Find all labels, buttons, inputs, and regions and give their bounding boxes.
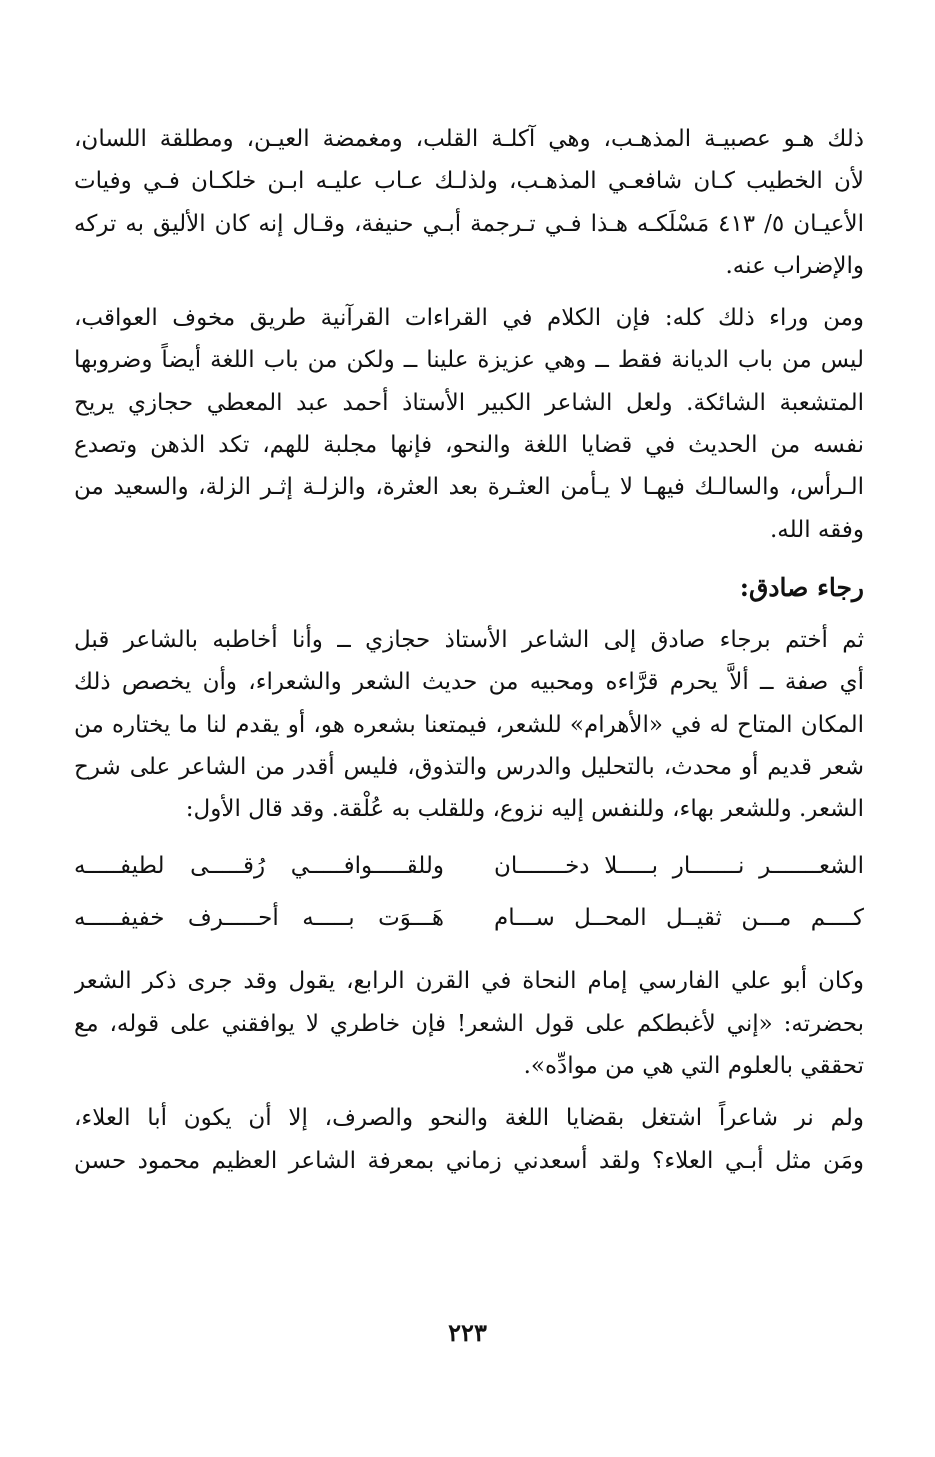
paragraph-5 (74, 1097, 864, 1182)
text-line: أي صفة ــ ألاَّ يحرم قرَّاءه ومحبيه من حديث الشعر والشعراء، وأن يخصص ذلك (74, 669, 864, 696)
text-line: لأن الخطيب كـان شافعـي المذهـب، ولذلـك عـاب عليـه ابـن خلكـان فـي وفيات (74, 168, 864, 195)
section-heading: رجاء صادق: (739, 572, 864, 602)
poem-verse (74, 892, 864, 944)
spacer (74, 609, 864, 619)
page-number: ٢٢٣ (448, 1318, 487, 1347)
spacer (74, 287, 864, 297)
text-line: ذلك هـو عصبيـة المذهـب، وهي آكلـة القلب، ومغمضة العيـن، ومطلقة اللسان، (74, 126, 864, 152)
poem-second-hemistich: هَـــوَت بـــــه أحـــــرف خفيفـــــه (74, 905, 444, 932)
spacer (74, 830, 864, 840)
text-line: المكان المتاح له في «الأهرام» للشعر، فيمتعنا بشعره هو، أو يقدم لنا ما يختاره من (74, 711, 864, 738)
text-line: تحققي بالعلوم التي هي من موادِّه». (523, 1053, 864, 1080)
text-line: وفقه الله. (769, 516, 864, 543)
text-line: الـرأس، والسالـك فيهـا لا يـأمن العثـرة بعد العثرة، والزلـة إثـر الزلة، والسعيد من (74, 474, 864, 501)
paragraph-1 (74, 118, 864, 287)
text-line: والإضراب عنه. (725, 252, 864, 279)
poem-first-hemistich: الشعـــــــر نـــــــار بـــــلا دخـــــــان (494, 853, 864, 880)
paragraph-2 (74, 297, 864, 551)
page-body (74, 118, 864, 1182)
paragraph-3 (74, 619, 864, 830)
poem-second-hemistich: وللقـــــوافـــــي رُقـــــى لطيفـــــه (74, 853, 444, 880)
spacer (74, 944, 864, 960)
text-line: ثم أختم برجاء صادق إلى الشاعر الأستاذ حجازي ــ وأنا أخاطبه بالشاعر قبل (74, 626, 864, 653)
text-line: الشعر. وللشعر بهاء، وللنفس إليه نزوع، وللقلب به عُلْقة. وقد قال الأول: (185, 796, 864, 823)
text-line: وكان أبو علي الفارسي إمام النحاة في القرن الرابع، يقول وقد جرى ذكر الشعر (74, 968, 864, 995)
text-line: ولم نر شاعراً اشتغل بقضايا اللغة والنحو والصرف، إلا أن يكون أبا العلاء، (74, 1105, 864, 1132)
paragraph-4 (74, 960, 864, 1087)
text-line: شعر قديم أو محدث، بالتحليل والدرس والتذوق، فليس أقدر من الشاعر على شرح (74, 753, 864, 780)
text-line: نفسه من الحديث في قضايا اللغة والنحو، فإنها مجلبة للهم، تكد الذهن وتصدع (74, 432, 864, 459)
text-line: المتشعبة الشائكة. ولعل الشاعر الكبير الأستاذ أحمد عبد المعطي حجازي يريح (74, 389, 864, 416)
poem-verse (74, 840, 864, 892)
poem-first-hemistich: كــــم مـــن ثقيــل المحــل ســـام (494, 905, 864, 932)
spacer (74, 1087, 864, 1097)
spacer (74, 551, 864, 567)
text-line: ومَن مثل أبـي العلاء؟ ولقد أسعدني زماني بمعرفة الشاعر العظيم محمود حسن (74, 1147, 864, 1174)
poem-verses (74, 840, 864, 944)
text-line: الأعيـان ٥/ ٤١٣ مَسْلَكـه هـذا فـي تـرجمة أبـي حنيفة، وقـال إنه كان الأليق به تركه (74, 210, 864, 237)
text-line: ليس من باب الديانة فقط ــ وهي عزيزة علينا ــ ولكن من باب اللغة أيضاً وضروبها (74, 347, 864, 374)
text-line: بحضرته: «إني لأغبطكم على قول الشعر! فإن خاطري لا يوافقني على قوله، مع (74, 1010, 864, 1037)
text-line: ومن وراء ذلك كله: فإن الكلام في القراءات القرآنية طريق مخوف العواقب، (74, 305, 864, 332)
